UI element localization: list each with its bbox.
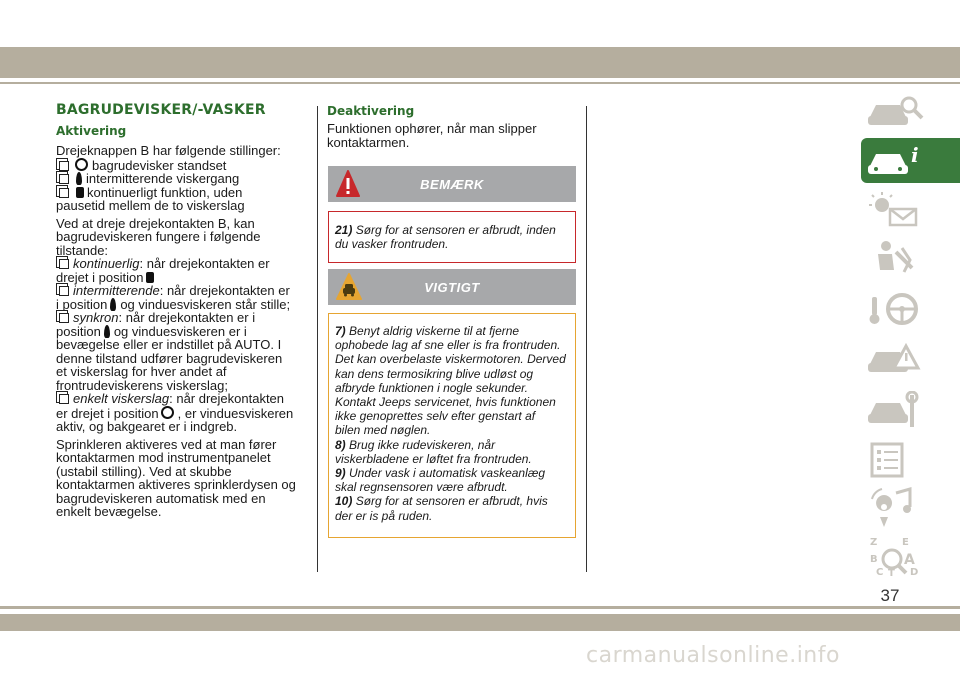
- warning-banner-label: VIGTIGT: [424, 280, 480, 295]
- wiper-intermittent-icon: [76, 172, 82, 185]
- wiper-intermittent-icon: [104, 325, 110, 338]
- mode-continuous: kontinuerlig: når drejekontakten er: [56, 257, 310, 271]
- svg-text:A: A: [904, 552, 915, 568]
- car-search-icon: [866, 93, 926, 131]
- note-banner: [328, 166, 576, 202]
- mode-intro-line: bagrudeviskeren fungere i følgende: [56, 229, 261, 244]
- mode-intro-line: tilstande:: [56, 242, 109, 258]
- tab-multimedia[interactable]: [861, 483, 960, 531]
- multimedia-music-icon: [866, 485, 926, 529]
- side-column: [327, 104, 577, 149]
- bullet-icon: [59, 394, 69, 404]
- mode-synchronous-line: bevægelse eller er indstillet på AUTO. I: [56, 337, 282, 352]
- note-box: [328, 211, 576, 263]
- mode-intermittent: intermitterende: når drejekontakten er: [56, 284, 310, 298]
- deactivation-line: kontaktarmen.: [327, 134, 410, 150]
- mode-synchronous-line: et viskerslag for hver andet af: [56, 364, 227, 379]
- mode-synchronous: synkron: når drejekontakten er i: [56, 311, 310, 325]
- mode-continuous-line2: drejet i position: [56, 271, 310, 285]
- bullet-icon: [59, 161, 69, 171]
- mode-synchronous-line: denne tilstand udfører bagrudeviskeren: [56, 350, 283, 366]
- footer-band: [0, 614, 960, 631]
- svg-text:T: T: [888, 568, 895, 579]
- seat-safety-icon: [866, 238, 926, 278]
- tab-warning-lights[interactable]: [861, 189, 960, 230]
- wiper-off-icon: [75, 158, 88, 171]
- bullet-icon: [59, 286, 69, 296]
- sprinkler-line: kontaktarmen aktiveres sprinklerdysen og: [56, 477, 296, 492]
- mode-synchronous-line: frontrudeviskerens viskerslag;: [56, 377, 228, 393]
- warning-lights-icon: [866, 191, 926, 229]
- wiper-continuous-icon: [76, 187, 84, 198]
- bullet-icon: [59, 259, 69, 269]
- watermark: carmanualsonline.info: [586, 643, 840, 668]
- warning-box: [328, 313, 576, 538]
- car-accident-icon: [866, 340, 926, 380]
- position-item-continuous: kontinuerligt funktion, uden: [56, 186, 310, 200]
- deactivation-line: Funktionen ophører, når man slipper: [327, 121, 537, 136]
- section-title: BAGRUDEVISKER/-VASKER: [56, 102, 266, 118]
- position-item-intermittent: intermitterende viskergang: [56, 172, 310, 186]
- activation-intro: Drejeknappen B har følgende stillinger:: [56, 143, 281, 158]
- car-info-icon: [866, 140, 926, 180]
- tab-car-info[interactable]: [861, 138, 960, 183]
- main-column: [56, 102, 310, 519]
- sprinkler-line: enkelt bevægelse.: [56, 504, 162, 519]
- column-divider: [317, 106, 318, 572]
- steering-wheel-key-icon: [866, 289, 926, 329]
- page-number: 37: [880, 586, 900, 605]
- warning-banner: [328, 269, 576, 305]
- wiper-continuous-icon: [146, 272, 154, 283]
- header-rule: [0, 82, 960, 84]
- header-band: [0, 47, 960, 78]
- column-divider: [586, 106, 587, 572]
- bullet-icon: [59, 174, 69, 184]
- wiper-intermittent-icon: [110, 298, 116, 311]
- mode-single-wipe-line2: er drejet i position , er vinduesviskeren: [56, 405, 294, 421]
- sprinkler-line: bagrudeviskeren automatisk med en: [56, 490, 266, 506]
- svg-text:i: i: [911, 143, 919, 167]
- alphabetical-index-icon: [866, 535, 926, 579]
- sprinkler-line: Sprinkleren aktiveres ved at man fører: [56, 436, 277, 452]
- wiper-off-icon: [161, 406, 174, 419]
- bullet-icon: [59, 313, 69, 323]
- note-banner-label: BEMÆRK: [420, 177, 484, 192]
- mode-single-wipe-line3: aktiv, og bakgearet er i indgreb.: [56, 419, 238, 434]
- warning-text: 7) Benyt aldrig viskerne til at fjerne ophobede lag af sne eller is fra frontruden. Det kan overbelaste viskermotoren. Derved kan dens termosikring blive udløst og afbryde funktionen i nogle sekunder. Kontakt Jeeps servicenet, hvis funktionen ikke genoprettes selv efter genstart af bilen med nøglen. 8) Brug ikke rudeviskeren, når viskerbladene er løftet fra frontruden. 9) Under vask i automatisk vaskeanlæg skal regnsensoren være afbrudt. 10) Sørg for at sensoren er afbrudt, hvis der er is på ruden.: [335, 324, 566, 523]
- positions-continued: pausetid mellem de to viskerslag: [56, 198, 245, 213]
- svg-text:C: C: [876, 567, 884, 578]
- footer-rule: [0, 606, 960, 609]
- tab-safety[interactable]: [861, 236, 960, 277]
- svg-text:D: D: [910, 567, 919, 578]
- tab-maintenance[interactable]: [861, 389, 960, 430]
- bullet-icon: [59, 188, 69, 198]
- mode-intro-line: Ved at dreje drejekontakten B, kan: [56, 215, 255, 231]
- sprinkler-line: (ustabil stilling). Ved at skubbe: [56, 463, 232, 479]
- svg-text:Z: Z: [870, 537, 878, 548]
- mode-single-wipe: enkelt viskerslag: når drejekontakten: [56, 392, 310, 406]
- specs-list-icon: [866, 440, 926, 480]
- tab-index[interactable]: [861, 533, 960, 579]
- tab-technical-data[interactable]: [861, 438, 960, 479]
- svg-text:B: B: [870, 554, 878, 565]
- position-item-stopped: bagrudevisker standset: [56, 158, 310, 173]
- tab-car-search[interactable]: [861, 91, 960, 132]
- mode-intermittent-line2: i position og vinduesviskeren står stille;: [56, 296, 291, 312]
- deactivation-heading: Deaktivering: [327, 104, 415, 118]
- note-text: 21) Sørg for at sensoren er afbrudt, inden du vasker frontruden.: [335, 223, 556, 252]
- tab-starting-driving[interactable]: [861, 287, 960, 328]
- mode-synchronous-line2: position og vinduesviskeren er i: [56, 323, 247, 339]
- car-wrench-icon: [866, 391, 926, 431]
- tab-emergency[interactable]: [861, 338, 960, 379]
- sprinkler-line: kontaktarmen mod instrumentpanelet: [56, 450, 271, 465]
- activation-heading: Aktivering: [56, 124, 127, 138]
- svg-text:E: E: [902, 537, 909, 548]
